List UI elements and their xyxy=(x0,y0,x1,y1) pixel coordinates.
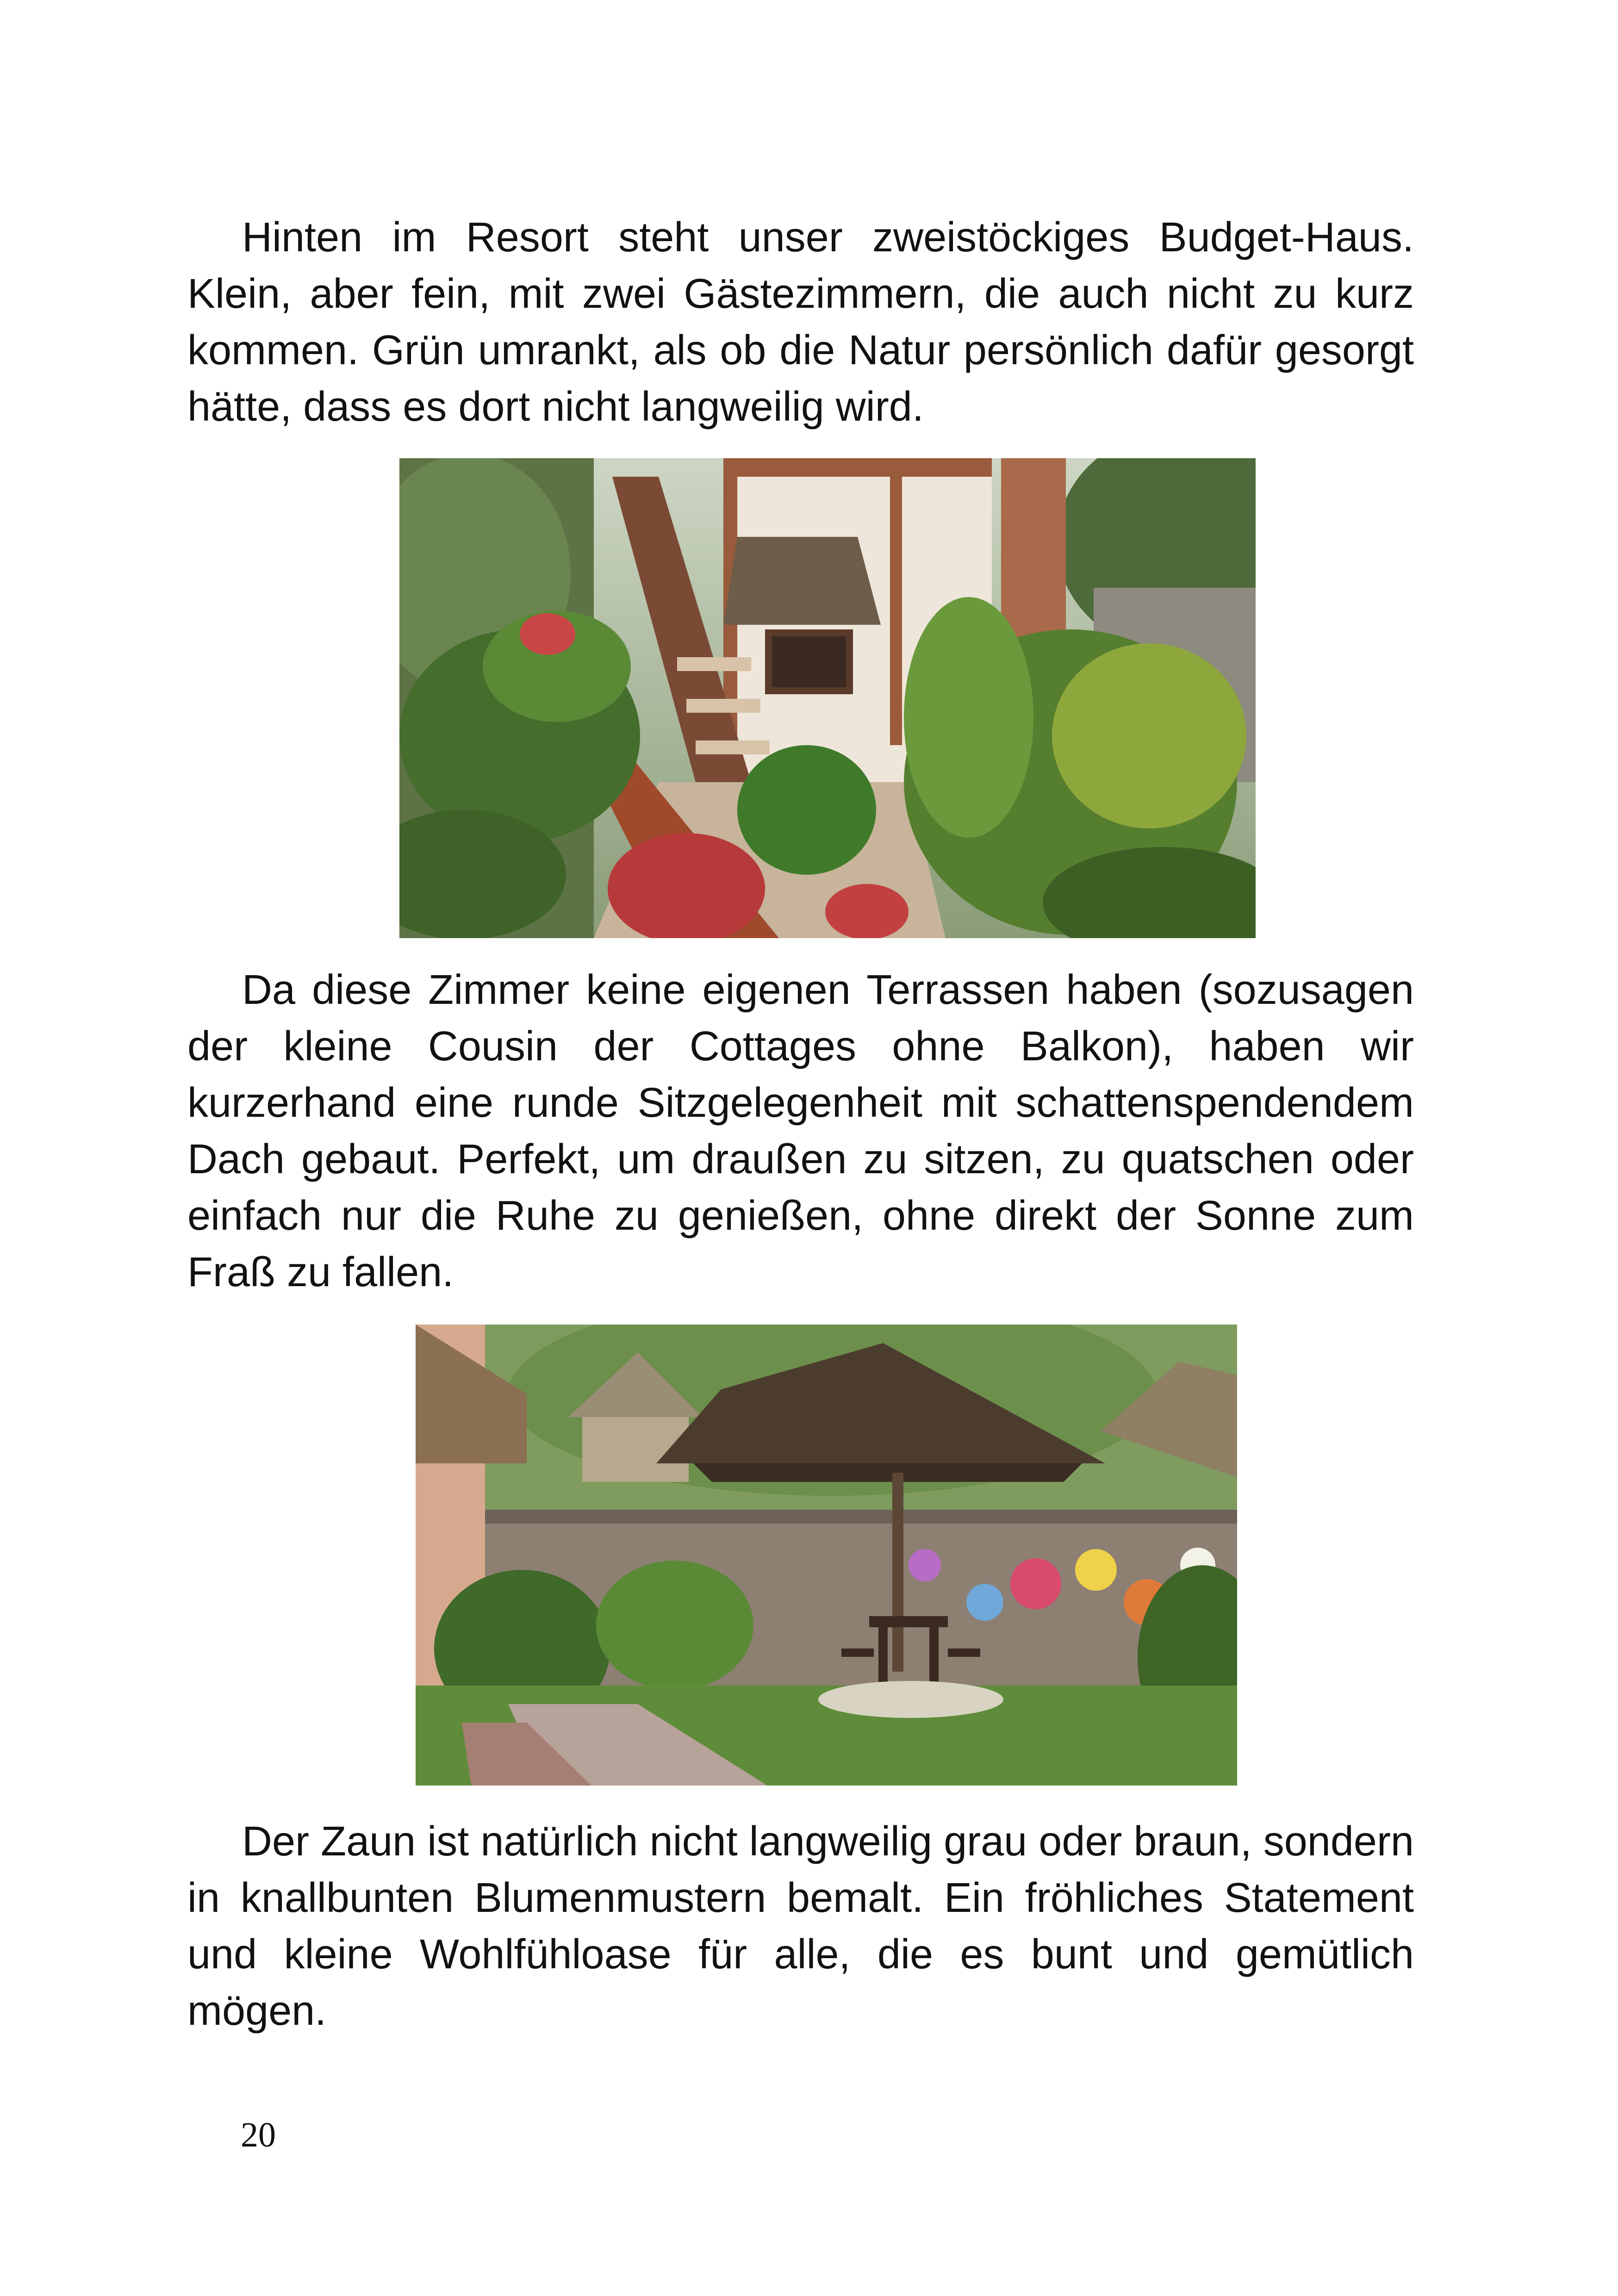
paragraph-seating-area: Da diese Zimmer keine eigenen Terrassen haben (sozusagen der kleine Cousin der Cottages ohne Balkon), haben wir kurzerhand eine runde Sitzgelegenheit mit schattenspendendem Dach gebaut. Perfekt, um draußen zu sitzen, zu quatschen oder einfach nur die Ruhe zu genießen, ohne direkt der Sonne zum Fraß zu fallen. xyxy=(187,967,1414,1295)
paragraph-painted-fence: Der Zaun ist natürlich nicht langweilig grau oder braun, sondern in knallbunten Blumenmustern bemalt. Ein fröhliches Statement und kleine Wohlfühloase für alle, die es bunt und gemütlich mögen. xyxy=(187,1818,1414,2034)
page-number: 20 xyxy=(241,2116,276,2154)
photo-round-seating-and-painted-fence xyxy=(416,1325,1237,1786)
photo-budget-house-garden xyxy=(399,458,1256,938)
paragraph-budget-house: Hinten im Resort steht unser zweistöckiges Budget-Haus. Klein, aber fein, mit zwei Gästezimmern, die auch nicht zu kurz kommen. Grün umrankt, als ob die Natur persönlich dafür gesorgt hätte, dass es dort nicht langweilig wird. xyxy=(187,214,1414,430)
